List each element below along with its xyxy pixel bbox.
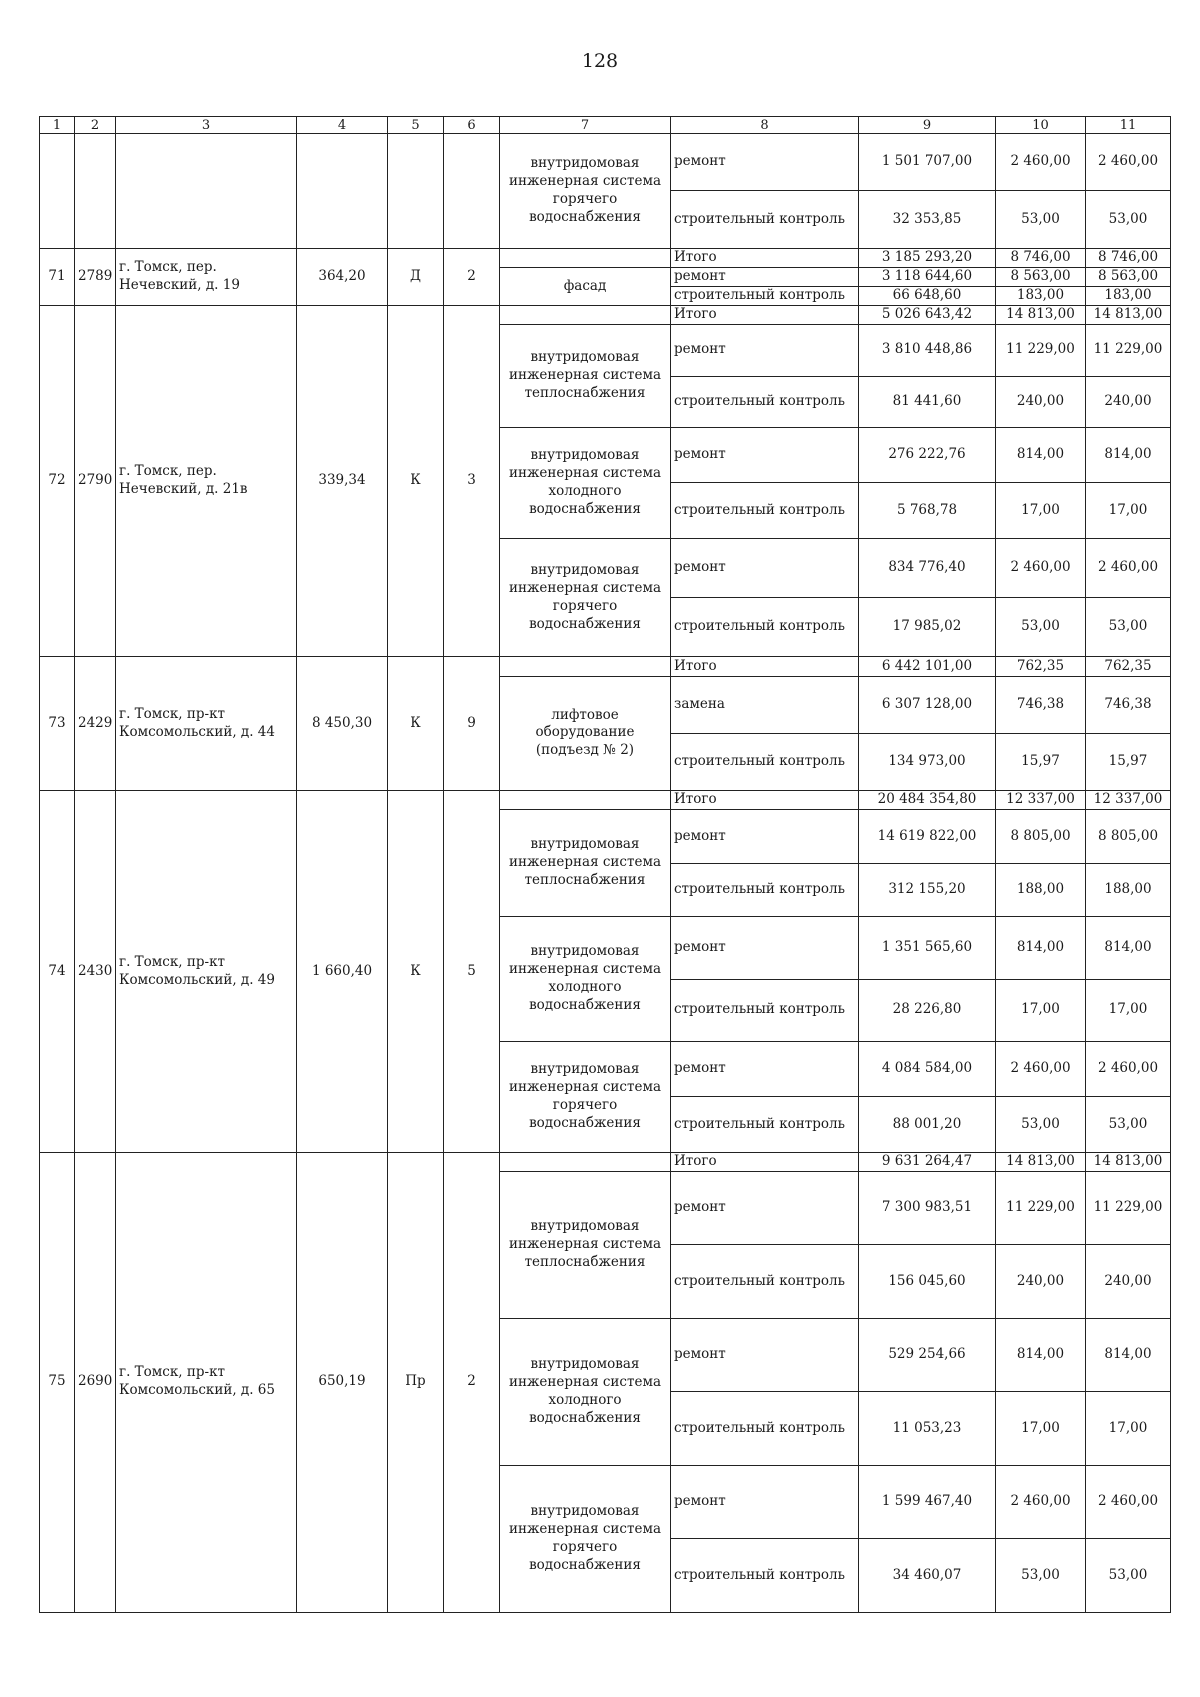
entry-area: 8 450,30 [297, 657, 388, 791]
cost-limit: 53,00 [1086, 1539, 1171, 1613]
entry-type: Пр [388, 1152, 444, 1612]
entry-address: г. Томск, пер. Нечевский, д. 19 [116, 248, 297, 305]
column-header: 5 [388, 117, 444, 134]
cost-per-m2: 8 805,00 [996, 810, 1086, 863]
column-header: 7 [500, 117, 671, 134]
total-limit: 12 337,00 [1086, 791, 1171, 810]
cost-limit: 53,00 [1086, 1097, 1171, 1152]
cell-empty [500, 657, 671, 676]
work-action: строительный контроль [671, 979, 859, 1041]
cost-total: 3 118 644,60 [859, 267, 996, 286]
work-action: ремонт [671, 810, 859, 863]
cost-total: 6 307 128,00 [859, 676, 996, 733]
total-per-m2: 14 813,00 [996, 1152, 1086, 1171]
entry-type: К [388, 791, 444, 1152]
cell-empty [388, 134, 444, 249]
work-action: ремонт [671, 1042, 859, 1097]
entry-floors: 3 [444, 306, 500, 657]
entry-address: г. Томск, пр-кт Комсомольский, д. 49 [116, 791, 297, 1152]
work-system: внутридомовая инженерная система горячего водоснабжения [500, 1465, 671, 1612]
cost-total: 11 053,23 [859, 1392, 996, 1465]
cost-per-m2: 814,00 [996, 427, 1086, 482]
work-system: лифтовое оборудование (подъезд № 2) [500, 676, 671, 791]
work-action: ремонт [671, 325, 859, 376]
cost-limit: 240,00 [1086, 376, 1171, 427]
work-action: строительный контроль [671, 1097, 859, 1152]
cell-empty [297, 134, 388, 249]
table-row-total [40, 791, 1171, 810]
total-label: Итого [671, 248, 859, 267]
cost-total: 1 351 565,60 [859, 917, 996, 979]
work-action: ремонт [671, 1465, 859, 1538]
cell-empty [40, 134, 75, 249]
total-label: Итого [671, 791, 859, 810]
cost-total: 134 973,00 [859, 733, 996, 790]
entry-type: Д [388, 248, 444, 305]
entry-number: 74 [40, 791, 75, 1152]
cost-limit: 17,00 [1086, 483, 1171, 538]
entry-code: 2789 [75, 248, 116, 305]
cost-per-m2: 15,97 [996, 733, 1086, 790]
total-per-m2: 12 337,00 [996, 791, 1086, 810]
work-action: ремонт [671, 1171, 859, 1244]
entry-floors: 9 [444, 657, 500, 791]
cost-limit: 15,97 [1086, 733, 1171, 790]
total-cost: 5 026 643,42 [859, 306, 996, 325]
cost-total: 529 254,66 [859, 1318, 996, 1391]
cost-per-m2: 53,00 [996, 191, 1086, 248]
cost-per-m2: 183,00 [996, 287, 1086, 306]
work-action: ремонт [671, 538, 859, 597]
column-header: 3 [116, 117, 297, 134]
total-label: Итого [671, 306, 859, 325]
cost-per-m2: 17,00 [996, 483, 1086, 538]
cost-per-m2: 11 229,00 [996, 325, 1086, 376]
cost-per-m2: 8 563,00 [996, 267, 1086, 286]
table-row [40, 134, 1171, 191]
cost-per-m2: 17,00 [996, 1392, 1086, 1465]
work-action: строительный контроль [671, 863, 859, 916]
total-limit: 762,35 [1086, 657, 1171, 676]
column-header: 10 [996, 117, 1086, 134]
cell-empty [75, 134, 116, 249]
cost-total: 4 084 584,00 [859, 1042, 996, 1097]
table-row-total [40, 306, 1171, 325]
register-table [39, 116, 1171, 1613]
cost-limit: 53,00 [1086, 191, 1171, 248]
work-system: внутридомовая инженерная система теплоснабжения [500, 810, 671, 917]
cost-limit: 814,00 [1086, 427, 1171, 482]
work-system: внутридомовая инженерная система горячего водоснабжения [500, 538, 671, 657]
work-action: строительный контроль [671, 733, 859, 790]
work-system: внутридомовая инженерная система холодного водоснабжения [500, 917, 671, 1042]
entry-address: г. Томск, пр-кт Комсомольский, д. 65 [116, 1152, 297, 1612]
cost-total: 156 045,60 [859, 1245, 996, 1318]
work-system: фасад [500, 267, 671, 305]
work-action: строительный контроль [671, 376, 859, 427]
cost-total: 1 599 467,40 [859, 1465, 996, 1538]
table-row-total [40, 1152, 1171, 1171]
cost-total: 14 619 822,00 [859, 810, 996, 863]
cost-limit: 183,00 [1086, 287, 1171, 306]
cost-limit: 2 460,00 [1086, 538, 1171, 597]
column-header: 8 [671, 117, 859, 134]
cost-limit: 2 460,00 [1086, 1042, 1171, 1097]
column-header: 6 [444, 117, 500, 134]
work-action: ремонт [671, 1318, 859, 1391]
entry-address: г. Томск, пер. Нечевский, д. 21в [116, 306, 297, 657]
entry-code: 2429 [75, 657, 116, 791]
entry-address: г. Томск, пр-кт Комсомольский, д. 44 [116, 657, 297, 791]
total-limit: 14 813,00 [1086, 1152, 1171, 1171]
cost-total: 32 353,85 [859, 191, 996, 248]
work-action: строительный контроль [671, 1245, 859, 1318]
work-action: ремонт [671, 267, 859, 286]
entry-floors: 5 [444, 791, 500, 1152]
entry-area: 364,20 [297, 248, 388, 305]
column-number-row [40, 117, 1171, 134]
cost-limit: 53,00 [1086, 598, 1171, 657]
cost-limit: 8 563,00 [1086, 267, 1171, 286]
entry-code: 2690 [75, 1152, 116, 1612]
cost-total: 5 768,78 [859, 483, 996, 538]
column-header: 1 [40, 117, 75, 134]
cost-total: 276 222,76 [859, 427, 996, 482]
cell-empty [500, 791, 671, 810]
cost-total: 7 300 983,51 [859, 1171, 996, 1244]
cost-limit: 814,00 [1086, 1318, 1171, 1391]
cell-empty [116, 134, 297, 249]
column-header: 9 [859, 117, 996, 134]
cost-per-m2: 240,00 [996, 376, 1086, 427]
cost-per-m2: 53,00 [996, 1539, 1086, 1613]
cost-limit: 746,38 [1086, 676, 1171, 733]
entry-area: 650,19 [297, 1152, 388, 1612]
work-system: внутридомовая инженерная система теплоснабжения [500, 325, 671, 428]
column-header: 11 [1086, 117, 1171, 134]
cost-limit: 17,00 [1086, 1392, 1171, 1465]
cost-per-m2: 2 460,00 [996, 1465, 1086, 1538]
entry-area: 1 660,40 [297, 791, 388, 1152]
page-number: 128 [581, 50, 619, 72]
total-limit: 8 746,00 [1086, 248, 1171, 267]
cost-limit: 188,00 [1086, 863, 1171, 916]
work-action: замена [671, 676, 859, 733]
total-per-m2: 762,35 [996, 657, 1086, 676]
work-action: строительный контроль [671, 287, 859, 306]
cost-total: 312 155,20 [859, 863, 996, 916]
entry-number: 75 [40, 1152, 75, 1612]
work-action: строительный контроль [671, 1392, 859, 1465]
entry-type: К [388, 657, 444, 791]
cell-empty [444, 134, 500, 249]
cost-limit: 17,00 [1086, 979, 1171, 1041]
cost-limit: 8 805,00 [1086, 810, 1171, 863]
total-cost: 6 442 101,00 [859, 657, 996, 676]
cost-total: 28 226,80 [859, 979, 996, 1041]
work-action: ремонт [671, 427, 859, 482]
cost-total: 834 776,40 [859, 538, 996, 597]
cost-per-m2: 2 460,00 [996, 538, 1086, 597]
total-cost: 3 185 293,20 [859, 248, 996, 267]
cost-per-m2: 2 460,00 [996, 1042, 1086, 1097]
entry-number: 72 [40, 306, 75, 657]
total-label: Итого [671, 1152, 859, 1171]
cost-limit: 2 460,00 [1086, 1465, 1171, 1538]
total-per-m2: 8 746,00 [996, 248, 1086, 267]
cost-total: 88 001,20 [859, 1097, 996, 1152]
cost-total: 81 441,60 [859, 376, 996, 427]
entry-floors: 2 [444, 248, 500, 305]
entry-number: 71 [40, 248, 75, 305]
cost-per-m2: 814,00 [996, 917, 1086, 979]
entry-number: 73 [40, 657, 75, 791]
work-action: строительный контроль [671, 483, 859, 538]
entry-code: 2790 [75, 306, 116, 657]
cost-per-m2: 11 229,00 [996, 1171, 1086, 1244]
cost-per-m2: 2 460,00 [996, 134, 1086, 191]
work-action: ремонт [671, 917, 859, 979]
total-cost: 20 484 354,80 [859, 791, 996, 810]
cost-per-m2: 814,00 [996, 1318, 1086, 1391]
column-header: 2 [75, 117, 116, 134]
cost-total: 17 985,02 [859, 598, 996, 657]
cell-empty [500, 1152, 671, 1171]
cost-per-m2: 746,38 [996, 676, 1086, 733]
cost-limit: 11 229,00 [1086, 1171, 1171, 1244]
cost-limit: 240,00 [1086, 1245, 1171, 1318]
cost-total: 34 460,07 [859, 1539, 996, 1613]
cell-empty [500, 248, 671, 267]
total-label: Итого [671, 657, 859, 676]
table-row-total [40, 657, 1171, 676]
total-limit: 14 813,00 [1086, 306, 1171, 325]
total-cost: 9 631 264,47 [859, 1152, 996, 1171]
work-system: внутридомовая инженерная система горячего водоснабжения [500, 1042, 671, 1153]
entry-floors: 2 [444, 1152, 500, 1612]
cost-total: 3 810 448,86 [859, 325, 996, 376]
cost-per-m2: 53,00 [996, 1097, 1086, 1152]
total-per-m2: 14 813,00 [996, 306, 1086, 325]
cost-total: 66 648,60 [859, 287, 996, 306]
column-header: 4 [297, 117, 388, 134]
cost-limit: 814,00 [1086, 917, 1171, 979]
cost-per-m2: 240,00 [996, 1245, 1086, 1318]
cost-per-m2: 17,00 [996, 979, 1086, 1041]
cost-per-m2: 188,00 [996, 863, 1086, 916]
entry-code: 2430 [75, 791, 116, 1152]
work-system: внутридомовая инженерная система теплоснабжения [500, 1171, 671, 1318]
work-action: строительный контроль [671, 1539, 859, 1613]
work-system: внутридомовая инженерная система горячего водоснабжения [500, 134, 671, 249]
work-action: строительный контроль [671, 191, 859, 248]
work-system: внутридомовая инженерная система холодного водоснабжения [500, 427, 671, 538]
cost-limit: 11 229,00 [1086, 325, 1171, 376]
cost-per-m2: 53,00 [996, 598, 1086, 657]
work-action: строительный контроль [671, 598, 859, 657]
cell-empty [500, 306, 671, 325]
cost-limit: 2 460,00 [1086, 134, 1171, 191]
entry-area: 339,34 [297, 306, 388, 657]
work-system: внутридомовая инженерная система холодного водоснабжения [500, 1318, 671, 1465]
work-action: ремонт [671, 134, 859, 191]
cost-total: 1 501 707,00 [859, 134, 996, 191]
entry-type: К [388, 306, 444, 657]
table-row-total [40, 248, 1171, 267]
